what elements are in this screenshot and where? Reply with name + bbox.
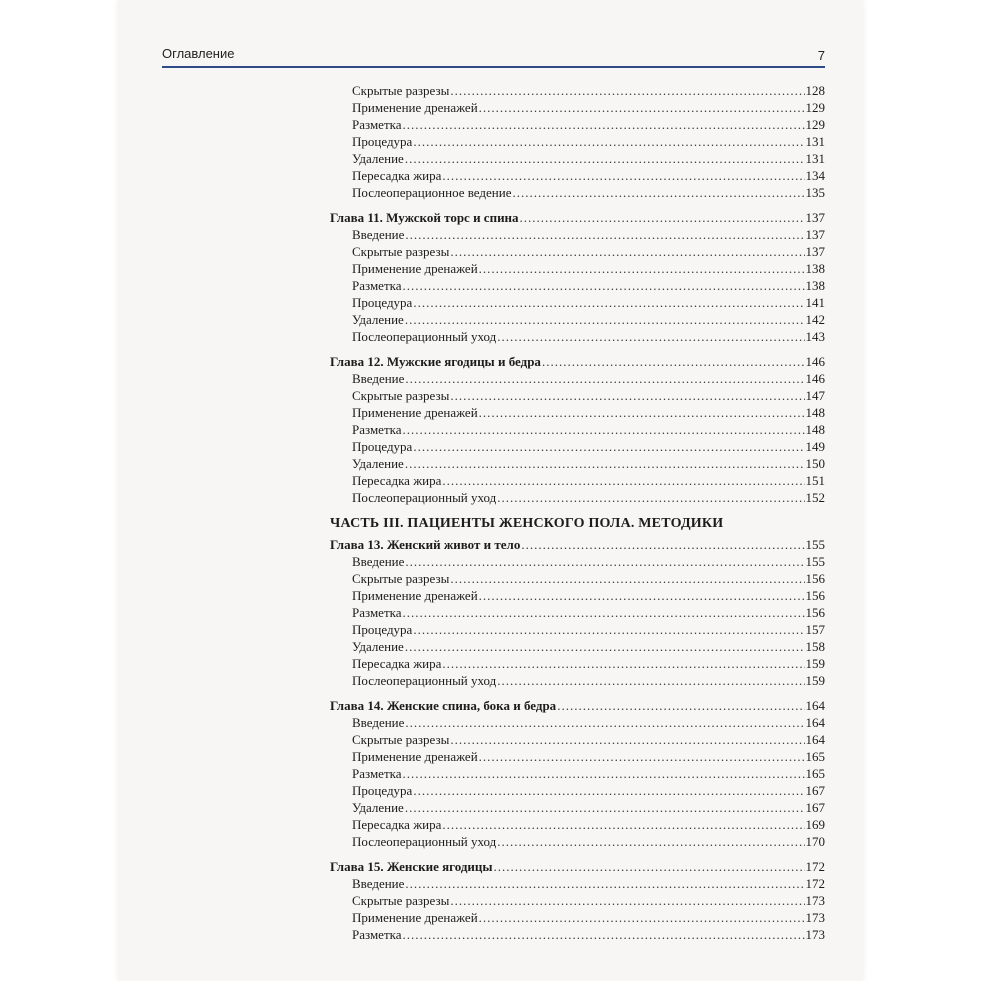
toc-entry-page: 149 (805, 439, 825, 454)
dot-leader (403, 421, 805, 438)
toc-entry-page: 138 (805, 261, 825, 276)
dot-leader (442, 655, 804, 672)
toc-entry (330, 570, 825, 587)
toc-entry (330, 404, 825, 421)
dot-leader (403, 604, 805, 621)
toc-chapter-entry (330, 536, 825, 553)
toc-entry-page: 155 (805, 537, 825, 552)
toc-entry (330, 621, 825, 638)
dot-leader (450, 82, 804, 99)
toc-entry-title: Пересадка жира (352, 817, 442, 832)
toc-entry (330, 82, 825, 99)
toc-entry (330, 472, 825, 489)
page-number: 7 (817, 48, 825, 63)
dot-leader (497, 328, 804, 345)
toc-entry-title: Введение (352, 715, 405, 730)
toc-entry-title: Разметка (352, 927, 402, 942)
toc-entry-title: Глава 13. Женский живот и тело (330, 537, 521, 552)
toc-entry-page: 156 (805, 588, 825, 603)
toc-entry-title: Процедура (352, 439, 413, 454)
toc-entry-title: Послеоперационный уход (352, 490, 497, 505)
toc-entry-title: Пересадка жира (352, 168, 442, 183)
toc-entry-page: 138 (805, 278, 825, 293)
toc-entry-page: 173 (805, 927, 825, 942)
toc-entry (330, 731, 825, 748)
toc-entry-page: 135 (805, 185, 825, 200)
toc-entry-title: Удаление (352, 456, 404, 471)
toc-entry-page: 167 (805, 800, 825, 815)
toc-entry-page: 156 (805, 605, 825, 620)
toc-entry (330, 311, 825, 328)
toc-entry (330, 926, 825, 943)
toc-entry-title: Пересадка жира (352, 473, 442, 488)
toc-entry-page: 164 (805, 732, 825, 747)
toc-entry (330, 150, 825, 167)
dot-leader (403, 926, 805, 943)
toc-chapter-entry (330, 858, 825, 875)
dot-leader (413, 438, 804, 455)
dot-leader (405, 150, 805, 167)
toc-entry-page: 152 (805, 490, 825, 505)
toc-entry-page: 172 (805, 859, 825, 874)
toc-entry-page: 164 (805, 715, 825, 730)
toc-entry-title: Глава 15. Женские ягодицы (330, 859, 493, 874)
toc-entry (330, 455, 825, 472)
dot-leader (497, 489, 804, 506)
toc-part-heading: ЧАСТЬ III. ПАЦИЕНТЫ ЖЕНСКОГО ПОЛА. МЕТОДИКИ (330, 516, 724, 531)
toc-entry-page: 151 (805, 473, 825, 488)
toc-entry (330, 672, 825, 689)
toc-entry-page: 143 (805, 329, 825, 344)
toc-entry-title: Скрытые разрезы (352, 83, 450, 98)
dot-leader (479, 99, 805, 116)
toc-entry (330, 184, 825, 201)
toc-entry (330, 387, 825, 404)
dot-leader (497, 833, 804, 850)
toc-entry-title: Скрытые разрезы (352, 244, 450, 259)
table-of-contents (330, 82, 825, 943)
dot-leader (450, 243, 804, 260)
toc-entry (330, 167, 825, 184)
toc-entry-title: Скрытые разрезы (352, 893, 450, 908)
toc-entry-title: Применение дренажей (352, 261, 478, 276)
toc-entry-page: 131 (805, 151, 825, 166)
toc-entry-title: Удаление (352, 639, 404, 654)
running-header (162, 46, 825, 66)
toc-entry-page: 137 (805, 227, 825, 242)
toc-entry-title: Скрытые разрезы (352, 732, 450, 747)
toc-entry-title: Введение (352, 554, 405, 569)
toc-entry-page: 167 (805, 783, 825, 798)
toc-entry-page: 146 (805, 371, 825, 386)
dot-leader (403, 116, 805, 133)
toc-entry-page: 150 (805, 456, 825, 471)
toc-entry-page: 137 (805, 210, 825, 225)
toc-entry-page: 147 (805, 388, 825, 403)
toc-entry-page: 129 (805, 117, 825, 132)
dot-leader (450, 387, 804, 404)
toc-entry (330, 553, 825, 570)
toc-entry-title: Разметка (352, 422, 402, 437)
toc-entry (330, 243, 825, 260)
toc-entry (330, 421, 825, 438)
toc-chapter-entry (330, 209, 825, 226)
dot-leader (413, 782, 804, 799)
toc-entry (330, 438, 825, 455)
toc-entry-page: 141 (805, 295, 825, 310)
toc-entry (330, 587, 825, 604)
dot-leader (413, 294, 804, 311)
dot-leader (450, 892, 804, 909)
dot-leader (512, 184, 804, 201)
toc-entry (330, 294, 825, 311)
toc-entry-page: 159 (805, 673, 825, 688)
dot-leader (405, 553, 804, 570)
toc-entry-title: Удаление (352, 151, 404, 166)
toc-entry-page: 128 (805, 83, 825, 98)
toc-entry-title: Процедура (352, 622, 413, 637)
toc-entry-title: Процедура (352, 295, 413, 310)
toc-entry-title: Введение (352, 227, 405, 242)
toc-entry-title: Процедура (352, 783, 413, 798)
toc-entry (330, 638, 825, 655)
toc-entry-page: 173 (805, 893, 825, 908)
dot-leader (405, 799, 805, 816)
toc-entry-page: 165 (805, 749, 825, 764)
toc-entry (330, 782, 825, 799)
dot-leader (520, 209, 805, 226)
toc-entry-title: Удаление (352, 800, 404, 815)
toc-entry (330, 765, 825, 782)
toc-chapter-entry (330, 353, 825, 370)
dot-leader (442, 816, 804, 833)
toc-entry-page: 158 (805, 639, 825, 654)
dot-leader (494, 858, 805, 875)
dot-leader (403, 277, 805, 294)
toc-entry (330, 748, 825, 765)
toc-entry-title: Скрытые разрезы (352, 388, 450, 403)
toc-entry (330, 604, 825, 621)
dot-leader (405, 370, 804, 387)
dot-leader (557, 697, 804, 714)
dot-leader (403, 765, 805, 782)
dot-leader (450, 731, 804, 748)
toc-entry (330, 116, 825, 133)
toc-entry-page: 173 (805, 910, 825, 925)
toc-entry-title: Глава 11. Мужской торс и спина (330, 210, 519, 225)
dot-leader (497, 672, 804, 689)
toc-entry-title: Удаление (352, 312, 404, 327)
toc-entry (330, 489, 825, 506)
toc-entry-page: 170 (805, 834, 825, 849)
toc-entry-title: Введение (352, 876, 405, 891)
toc-entry-title: Процедура (352, 134, 413, 149)
dot-leader (450, 570, 804, 587)
dot-leader (405, 455, 805, 472)
toc-entry (330, 816, 825, 833)
dot-leader (479, 587, 805, 604)
toc-entry-page: 129 (805, 100, 825, 115)
dot-leader (413, 133, 804, 150)
toc-entry-page: 165 (805, 766, 825, 781)
dot-leader (405, 226, 804, 243)
dot-leader (479, 260, 805, 277)
dot-leader (542, 353, 805, 370)
toc-entry-title: Послеоперационный уход (352, 834, 497, 849)
toc-entry-page: 159 (805, 656, 825, 671)
toc-entry (330, 133, 825, 150)
dot-leader (405, 638, 805, 655)
toc-entry (330, 799, 825, 816)
toc-entry-title: Глава 12. Мужские ягодицы и бедра (330, 354, 541, 369)
toc-entry (330, 370, 825, 387)
toc-entry-page: 142 (805, 312, 825, 327)
toc-entry-page: 148 (805, 405, 825, 420)
toc-chapter-entry (330, 697, 825, 714)
toc-entry-title: Пересадка жира (352, 656, 442, 671)
dot-leader (479, 909, 805, 926)
toc-entry-title: Разметка (352, 117, 402, 132)
toc-entry-page: 172 (805, 876, 825, 891)
toc-entry-title: Разметка (352, 766, 402, 781)
toc-entry-page: 156 (805, 571, 825, 586)
toc-entry-title: Послеоперационное ведение (352, 185, 512, 200)
toc-entry-page: 148 (805, 422, 825, 437)
toc-entry-page: 137 (805, 244, 825, 259)
toc-entry-title: Применение дренажей (352, 910, 478, 925)
toc-entry-page: 169 (805, 817, 825, 832)
toc-entry-page: 157 (805, 622, 825, 637)
dot-leader (442, 472, 804, 489)
toc-entry-title: Разметка (352, 605, 402, 620)
header-rule (162, 66, 825, 68)
toc-entry (330, 875, 825, 892)
dot-leader (405, 875, 804, 892)
toc-entry (330, 655, 825, 672)
dot-leader (413, 621, 804, 638)
dot-leader (521, 536, 804, 553)
toc-entry-title: Послеоперационный уход (352, 329, 497, 344)
dot-leader (405, 311, 805, 328)
toc-entry (330, 328, 825, 345)
toc-entry (330, 714, 825, 731)
toc-entry-title: Введение (352, 371, 405, 386)
toc-entry-title: Послеоперационный уход (352, 673, 497, 688)
toc-entry-title: Скрытые разрезы (352, 571, 450, 586)
book-page (118, 0, 863, 981)
toc-entry-title: Глава 14. Женские спина, бока и бедра (330, 698, 557, 713)
toc-entry (330, 833, 825, 850)
toc-entry-title: Применение дренажей (352, 588, 478, 603)
toc-entry-page: 155 (805, 554, 825, 569)
toc-entry-title: Применение дренажей (352, 749, 478, 764)
toc-entry-page: 146 (805, 354, 825, 369)
toc-entry (330, 226, 825, 243)
dot-leader (479, 748, 805, 765)
toc-entry (330, 277, 825, 294)
dot-leader (479, 404, 805, 421)
dot-leader (442, 167, 804, 184)
section-title: Оглавление (162, 46, 235, 61)
toc-entry-title: Применение дренажей (352, 100, 478, 115)
toc-entry-page: 164 (805, 698, 825, 713)
toc-entry (330, 260, 825, 277)
dot-leader (405, 714, 804, 731)
toc-entry-page: 131 (805, 134, 825, 149)
toc-entry-page: 134 (805, 168, 825, 183)
toc-entry (330, 892, 825, 909)
toc-entry (330, 909, 825, 926)
toc-entry (330, 99, 825, 116)
toc-entry-title: Разметка (352, 278, 402, 293)
toc-entry-title: Применение дренажей (352, 405, 478, 420)
